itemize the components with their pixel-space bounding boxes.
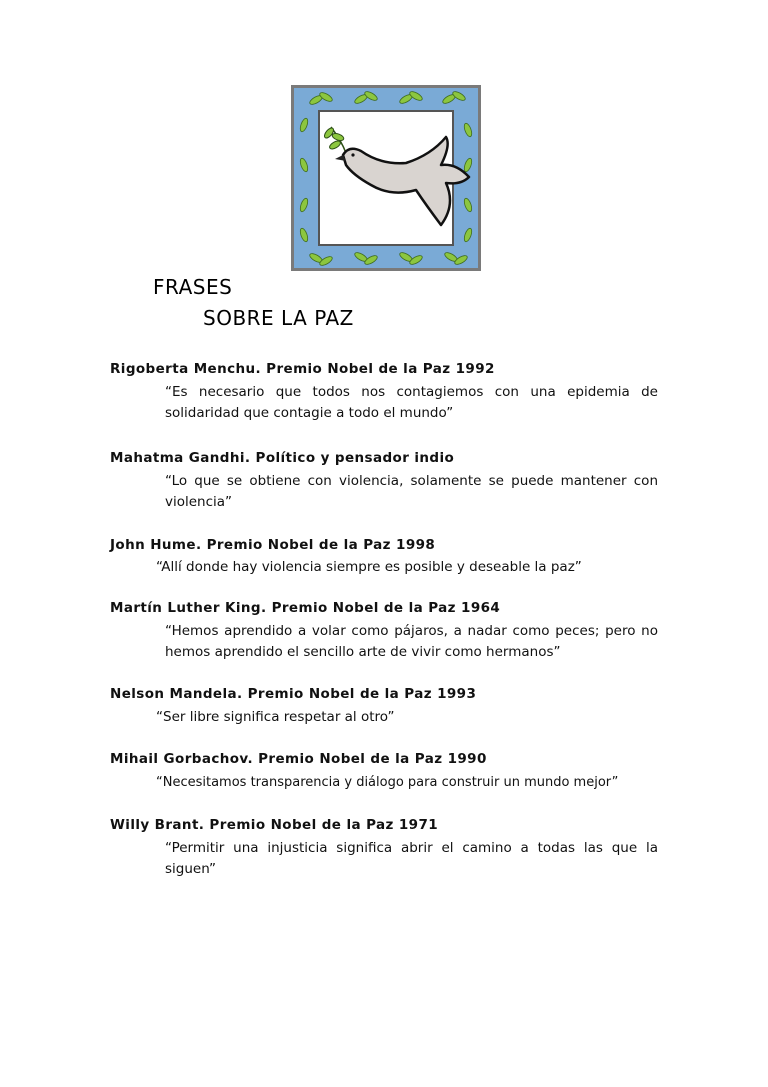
quote-text bbox=[156, 557, 656, 578]
dove-with-olive-branch-icon bbox=[291, 85, 481, 271]
quote-line: violencia” bbox=[165, 494, 233, 510]
quote-author: Martín Luther King. Premio Nobel de la Paz 1964 bbox=[110, 600, 501, 616]
quote-line: hemos aprendido el sencillo arte de vivir como hermanos” bbox=[165, 644, 561, 660]
quote-line: solidaridad que contagie a todo el mundo” bbox=[165, 405, 454, 421]
quote-line: “Es necesario que todos nos contagiemos con una epidemia de bbox=[165, 384, 658, 400]
quote-line: “Hemos aprendido a volar como pájaros, a nadar como peces; pero no bbox=[165, 623, 658, 639]
quote-line: “Necesitamos transparencia y diálogo para construir un mundo mejor” bbox=[156, 775, 619, 790]
quote-line: siguen” bbox=[165, 861, 217, 877]
title-line-2: SOBRE LA PAZ bbox=[203, 306, 354, 330]
quote-text bbox=[165, 621, 658, 663]
quote-line: “Lo que se obtiene con violencia, solamente se puede mantener con bbox=[165, 473, 658, 489]
title-line-1: FRASES bbox=[153, 275, 233, 299]
quote-line: “Ser libre significa respetar al otro” bbox=[156, 709, 395, 725]
quote-text bbox=[165, 471, 658, 513]
quote-author: Nelson Mandela. Premio Nobel de la Paz 1993 bbox=[110, 686, 477, 702]
quote-text bbox=[165, 838, 658, 880]
quote-text bbox=[165, 382, 658, 424]
quote-author: Mahatma Gandhi. Político y pensador indio bbox=[110, 450, 455, 466]
quote-author: Willy Brant. Premio Nobel de la Paz 1971 bbox=[110, 817, 439, 833]
quote-author: Mihail Gorbachov. Premio Nobel de la Paz 1990 bbox=[110, 751, 487, 767]
quote-author: John Hume. Premio Nobel de la Paz 1998 bbox=[110, 537, 436, 553]
quote-line: “Permitir una injusticia significa abrir el camino a todas las que la bbox=[165, 840, 658, 856]
quote-text bbox=[156, 772, 658, 793]
quote-author: Rigoberta Menchu. Premio Nobel de la Paz 1992 bbox=[110, 361, 495, 377]
quote-text bbox=[156, 707, 656, 728]
quote-line: “Allí donde hay violencia siempre es posible y deseable la paz” bbox=[156, 559, 582, 575]
